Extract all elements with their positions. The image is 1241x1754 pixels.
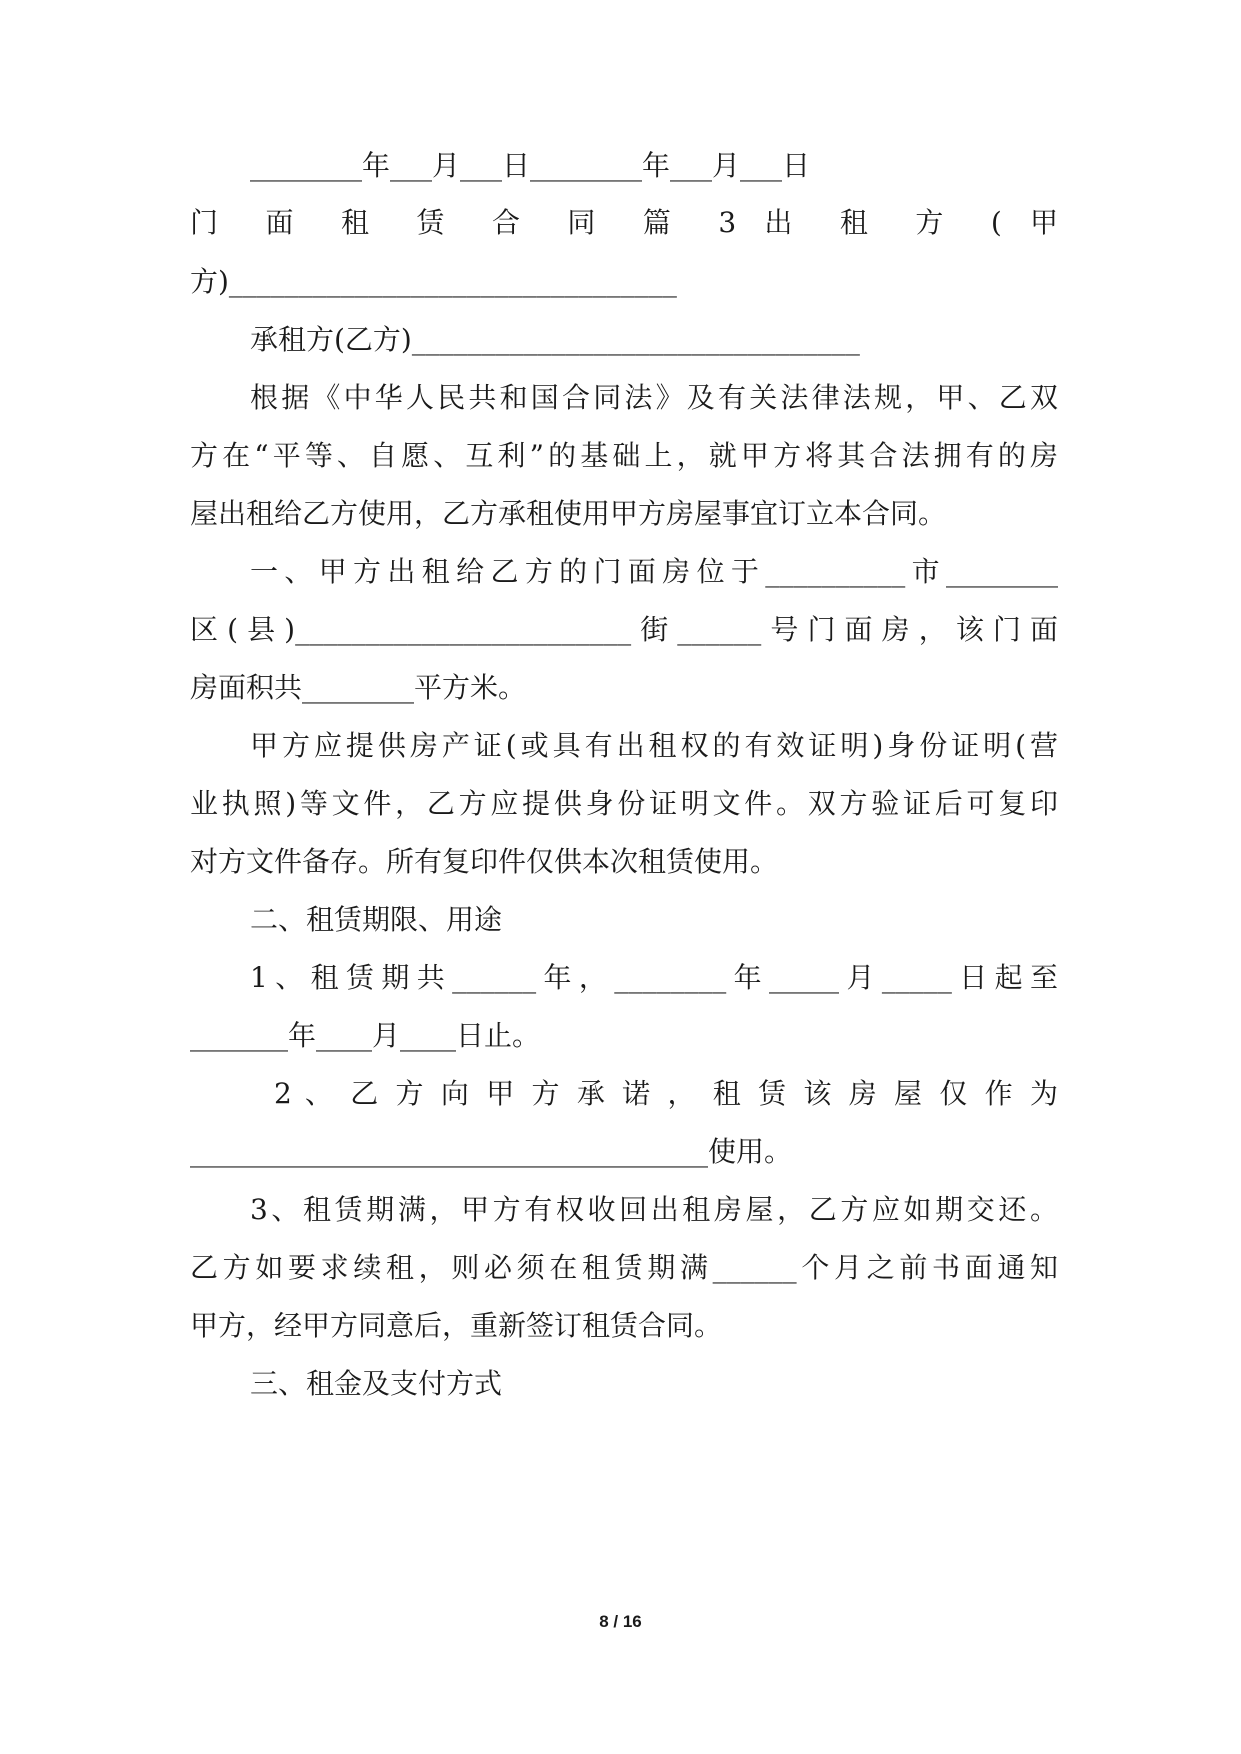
clause-line: 房面积共________平方米。	[190, 671, 527, 704]
paragraph-line: 根据《中华人民共和国合同法》及有关法律法规，甲、乙双	[250, 381, 1058, 414]
clause-line: 区(县)________________________街______号门面房，该门面	[190, 613, 1058, 646]
lessor-line: 方)________________________________	[190, 265, 677, 298]
page-number: 8 / 16	[599, 1612, 642, 1631]
contract-heading-line: 门 面 租 赁 合 同 篇 3 出 租 方 ( 甲	[190, 206, 1058, 239]
clause-line: _____________________________________使用。	[190, 1135, 793, 1168]
clause-line: 甲方，经甲方同意后，重新签订租赁合同。	[190, 1309, 723, 1342]
lessee-line: 承租方(乙方)________________________________	[250, 323, 860, 356]
paragraph-line: 甲方应提供房产证(或具有出租权的有效证明)身份证明(营	[250, 729, 1058, 762]
paragraph-line: 业执照)等文件，乙方应提供身份证明文件。双方验证后可复印	[190, 787, 1058, 820]
clause-line: 3、租赁期满，甲方有权收回出租房屋，乙方应如期交还。	[250, 1193, 1058, 1226]
clause-line: _______年____月____日止。	[190, 1019, 541, 1052]
clause-line: 2 、 乙 方 向 甲 方 承 诺 ， 租 赁 该 房 屋 仅 作 为	[274, 1077, 1058, 1110]
paragraph-line: 屋出租给乙方使用，乙方承租使用甲方房屋事宜订立本合同。	[190, 497, 947, 530]
clause-line: 一、甲方出租给乙方的门面房位于__________市________	[250, 555, 1058, 588]
clause-line: 1、租赁期共______年，________年_____月_____日起至	[250, 961, 1058, 994]
clause-line: 乙方如要求续租，则必须在租赁期满______个月之前书面通知	[190, 1251, 1058, 1284]
paragraph-line: 方在“平等、自愿、互利”的基础上，就甲方将其合法拥有的房	[190, 439, 1058, 472]
date-line: ________年___月___日________年___月___日	[250, 149, 811, 182]
section-heading: 三、租金及支付方式	[250, 1367, 503, 1400]
paragraph-line: 对方文件备存。所有复印件仅供本次租赁使用。	[190, 845, 779, 878]
section-heading: 二、租赁期限、用途	[250, 903, 503, 936]
